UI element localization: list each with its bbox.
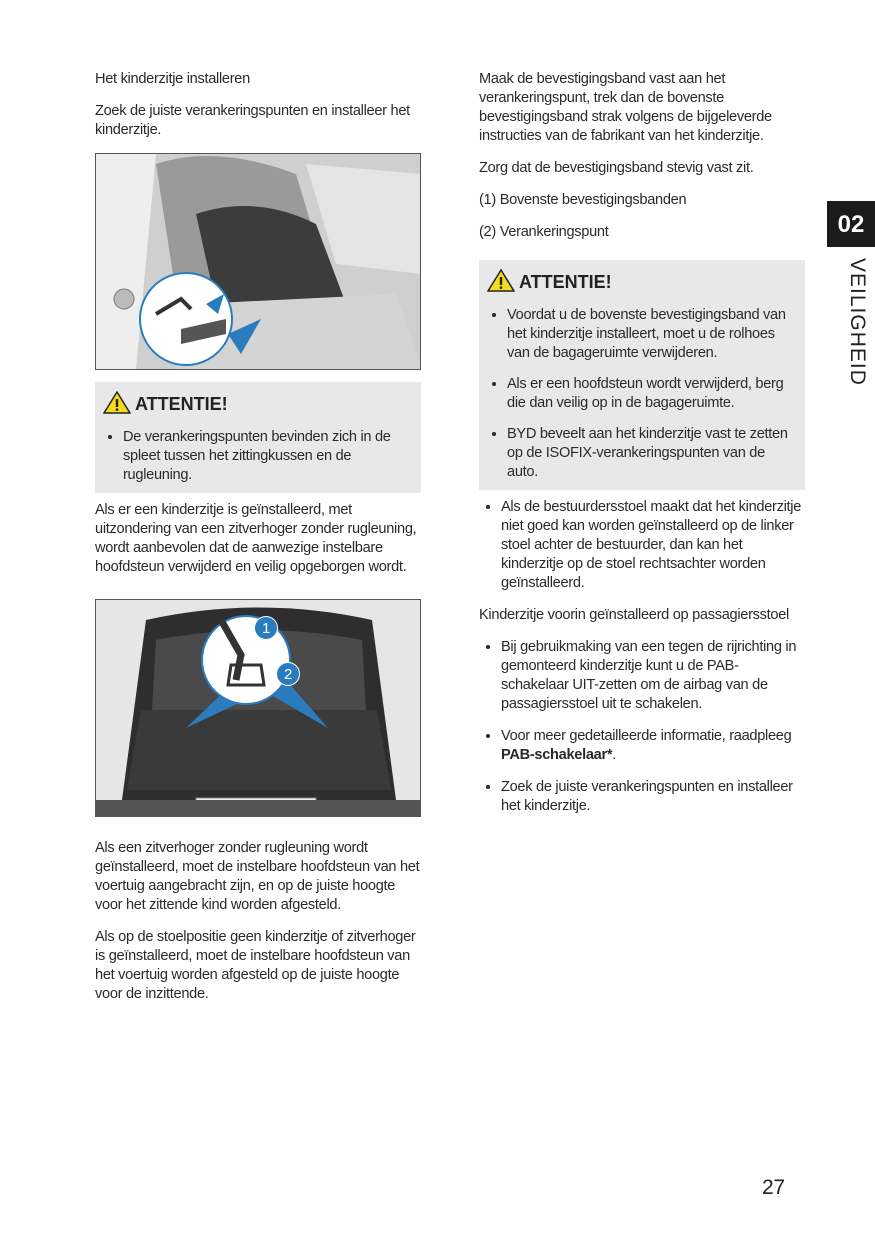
bullet-item: • Als de bestuurdersstoel maakt dat het kinderzitje niet goed kan worden geïnstalleerd op de linker stoel achter de bestuurder, dan kan het kinderzitje op de stoel rechtsachter worden geïnstalleerd. — [501, 498, 805, 593]
legend-item: (1) Bovenste bevestigingsbanden — [479, 192, 687, 208]
left-column — [95, 70, 421, 1017]
pab-switch-reference: PAB-schakelaar* — [501, 747, 613, 763]
warning-item: • Voordat u de bovenste bevestigingsband van het kinderzitje installeert, moet u de rolhoes van de bagageruimte verwijderen. — [507, 306, 797, 363]
warning-box — [95, 382, 421, 493]
bullet-text: Voor meer gedetailleerde informatie, raadpleeg — [501, 728, 792, 744]
warning-item: • BYD beveelt aan het kinderzitje vast te zetten op de ISOFIX-verankeringspunten van de auto. — [507, 425, 797, 482]
paragraph: Als op de stoelpositie geen kinderzitje of zitverhoger is geïnstalleerd, moet de instelbare hoofdsteun van het voertuig worden afgesteld op de juiste hoogte voor de inzittende. — [95, 929, 416, 1002]
child-seat-illustration — [96, 154, 421, 369]
chapter-title: VEILIGHEID — [846, 258, 869, 386]
warning-triangle-icon — [103, 390, 131, 418]
section-heading: Het kinderzitje installeren — [95, 71, 250, 87]
chapter-tab: 02 — [827, 201, 875, 247]
paragraph: Als er een kinderzitje is geïnstalleerd, met uitzondering van een zitverhoger zonder rugleuning, wordt aanbevolen dat de aanwezige instelbare hoofdsteun verwijderd en veilig opgeborgen wordt. — [95, 502, 417, 575]
paragraph: Zorg dat de bevestigingsband stevig vast zit. — [479, 160, 754, 176]
bullet-text: . — [612, 747, 616, 763]
bullet-item: • Zoek de juiste verankeringspunten en installeer het kinderzitje. — [501, 778, 805, 816]
warning-triangle-icon — [487, 268, 515, 296]
warning-item: • De verankeringspunten bevinden zich in de spleet tussen het zittingkussen en de rugleuning. — [123, 428, 413, 485]
bullet-item: • Bij gebruikmaking van een tegen de rijrichting in gemonteerd kinderzitje kunt u de PAB-schakelaar UIT-zetten om de airbag van de passagiersstoel uit te schakelen. — [501, 638, 805, 714]
intro-text: Zoek de juiste verankeringspunten en installeer het kinderzitje. — [95, 103, 410, 138]
warning-title: ATTENTIE! — [519, 271, 612, 292]
warning-title: ATTENTIE! — [135, 393, 228, 414]
paragraph: Als een zitverhoger zonder rugleuning wordt geïnstalleerd, moet de instelbare hoofdsteun van het voertuig aangebracht zijn, en op de juiste hoogte voor het zittende kind worden afgesteld. — [95, 840, 420, 913]
legend-item: (2) Verankeringspunt — [479, 224, 609, 240]
page-number: 27 — [762, 1176, 785, 1199]
warning-item: • Als er een hoofdsteun wordt verwijderd, berg die dan veilig op in de bagageruimte. — [507, 375, 797, 413]
right-column — [479, 70, 805, 829]
trunk-anchor-photo — [95, 599, 421, 817]
callout-1: 1 — [254, 616, 278, 640]
warning-box — [479, 260, 805, 490]
paragraph: Maak de bevestigingsband vast aan het verankeringspunt, trek dan de bovenste bevestigingsband strak volgens de bijgeleverde instructies van de fabrikant van het kinderzitje. — [479, 71, 772, 144]
section-heading: Kinderzitje voorin geïnstalleerd op passagiersstoel — [479, 607, 790, 623]
bullet-item — [501, 727, 805, 765]
rear-seat-child-seat-photo — [95, 153, 421, 370]
callout-2: 2 — [276, 662, 300, 686]
